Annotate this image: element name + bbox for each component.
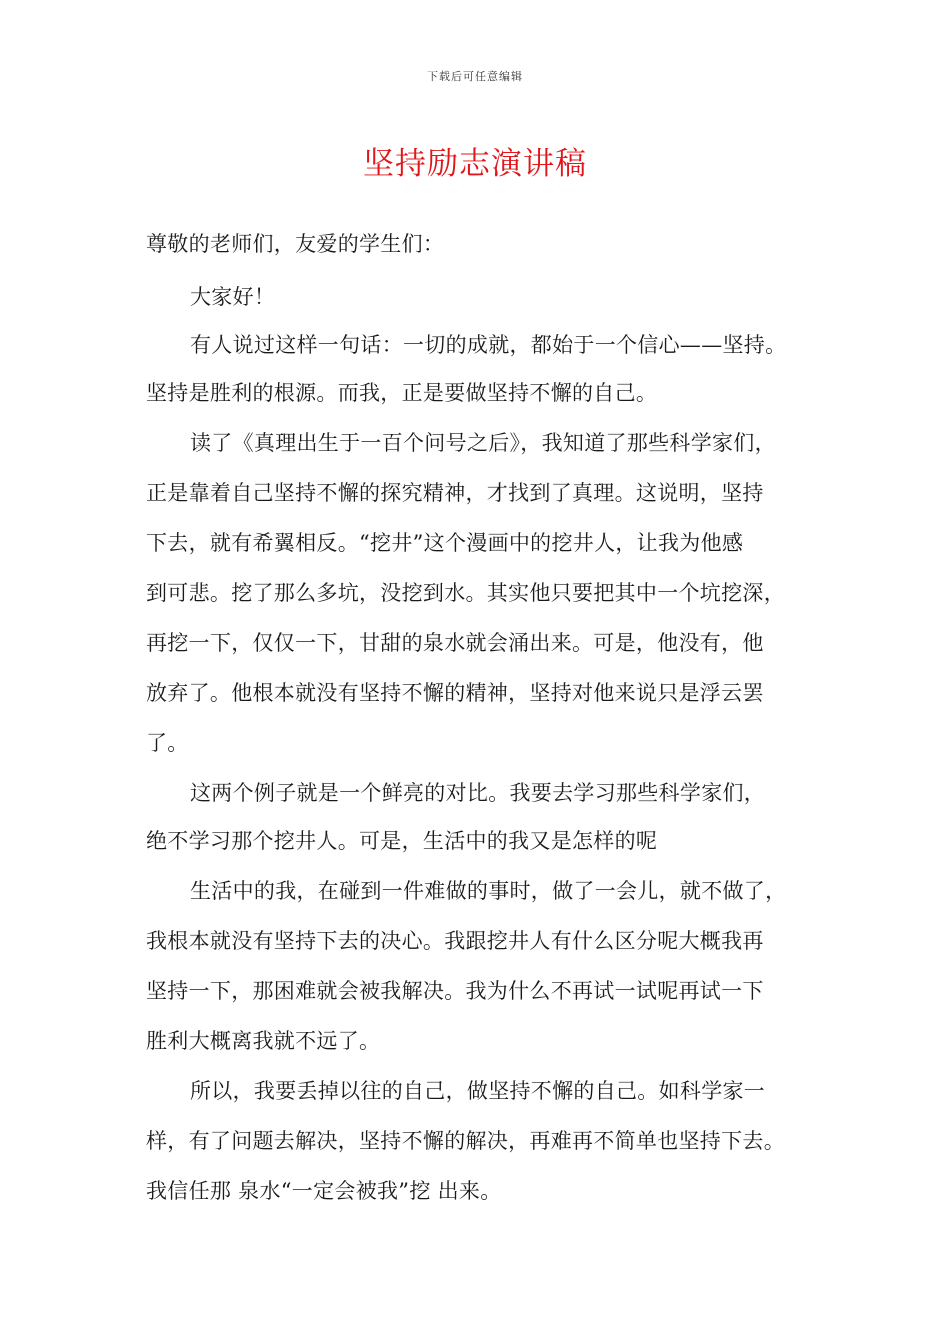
body-line: 读了《真理出生于一百个问号之后》，我知道了那些科学家们，	[190, 431, 776, 455]
body-line: 正是靠着自己坚持不懈的探究精神，才找到了真理。这说明，坚持	[146, 481, 764, 505]
body-line: 绝不学习那个挖井人。可是，生活中的我又是怎样的呢	[146, 829, 658, 853]
body-line: 所以，我要丢掉以往的自己，做坚持不懈的自己。如科学家一	[190, 1079, 766, 1103]
body-line: 放弃了。他根本就没有坚持不懈的精神，坚持对他来说只是浮云罢	[146, 681, 764, 705]
body-line: 了。	[146, 731, 189, 755]
body-line: 到可悲。挖了那么多坑，没挖到水。其实他只要把其中一个坑挖深，	[146, 581, 785, 605]
greeting-line: 大家好！	[190, 285, 276, 309]
body-line: 胜利大概离我就不远了。	[146, 1029, 381, 1053]
body-line: 我信任那 泉水“一定会被我”挖 出来。	[146, 1179, 502, 1203]
body-line: 坚持一下，那困难就会被我解决。我为什么不再试一试呢再试一下	[146, 979, 764, 1003]
header-note: 下载后可任意编辑	[427, 70, 523, 83]
body-line: 这两个例子就是一个鲜亮的对比。我要去学习那些科学家们，	[190, 781, 766, 805]
body-line: 再挖一下，仅仅一下，甘甜的泉水就会涌出来。可是，他没有，他	[146, 631, 764, 655]
document-title: 坚持励志演讲稿	[363, 146, 587, 182]
body-line: 我根本就没有坚持下去的决心。我跟挖井人有什么区分呢大概我再	[146, 929, 764, 953]
salutation-line: 尊敬的老师们，友爱的学生们：	[146, 232, 445, 256]
body-line: 下去，就有希翼相反。“挖井”这个漫画中的挖井人，让我为他感	[146, 531, 744, 555]
body-line: 坚持是胜利的根源。而我，正是要做坚持不懈的自己。	[146, 381, 658, 405]
body-line: 有人说过这样一句话：一切的成就，都始于一个信心——坚持。	[190, 333, 787, 357]
body-line: 样，有了问题去解决，坚持不懈的解决，再难再不简单也坚持下去。	[146, 1129, 785, 1153]
body-line: 生活中的我，在碰到一件难做的事时，做了一会儿，就不做了，	[190, 879, 787, 903]
